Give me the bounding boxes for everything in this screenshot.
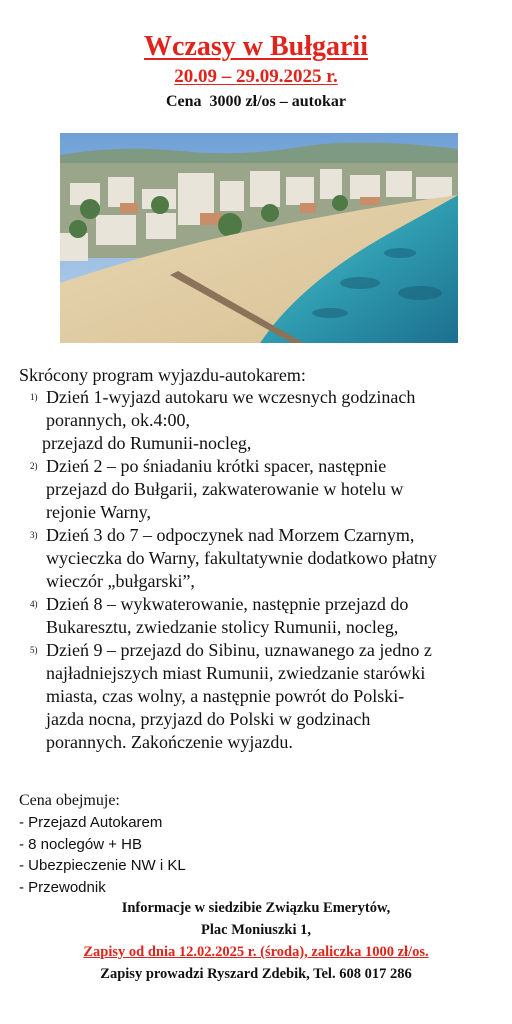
- trip-dates: 20.09 – 29.09.2025 r.: [174, 66, 338, 87]
- program-item-day-1: [30, 386, 500, 455]
- item-number: 2): [30, 461, 38, 471]
- program-list: [30, 386, 500, 754]
- program-item-day-2: [30, 455, 500, 524]
- item-line: Dzień 8 – wykwaterowanie, następnie przejazd do: [46, 594, 409, 614]
- item-line: przejazd do Bułgarii, zakwaterowanie w hotelu w: [46, 479, 404, 499]
- includes-heading: Cena obejmuje:: [19, 792, 120, 809]
- item-line: Bukaresztu, zwiedzanie stolicy Rumunii, nocleg,: [46, 617, 399, 637]
- item-line: Dzień 9 – przejazd do Sibinu, uznawanego za jedno z: [46, 640, 432, 660]
- program-item-day-9: [30, 639, 500, 754]
- item-number: 5): [30, 645, 38, 655]
- item-number: 1): [30, 392, 38, 402]
- item-line: porannych. Zakończenie wyjazdu.: [46, 732, 293, 752]
- program-heading: Skrócony program wyjazdu-autokarem:: [19, 365, 306, 385]
- program-item-day-8: [30, 593, 500, 639]
- includes-item: - 8 noclegów + HB: [19, 835, 142, 853]
- item-line: wieczór „bułgarski”,: [46, 571, 195, 591]
- beach-resort-photo: [60, 133, 458, 343]
- trip-price: Cena 3000 zł/os – autokar: [166, 93, 346, 110]
- includes-item: - Przewodnik: [19, 878, 106, 896]
- item-number: 3): [30, 530, 38, 540]
- includes-item: - Przejazd Autokarem: [19, 814, 163, 831]
- page-title: Wczasy w Bułgarii: [144, 31, 368, 62]
- item-line: najładniejszych miast Rumunii, zwiedzanie starówki: [46, 663, 426, 683]
- item-line: porannych, ok.4:00,: [46, 410, 190, 430]
- item-line: jazda nocna, przyjazd do Polski w godzinach: [46, 709, 371, 729]
- item-number: 4): [30, 599, 38, 609]
- item-line: rejonie Warny,: [46, 502, 152, 522]
- footer-registration-notice: Zapisy od dnia 12.02.2025 r. (środa), zaliczka 1000 zł/os.: [83, 944, 429, 960]
- item-line: wycieczka do Warny, fakultatywnie dodatkowo płatny: [46, 548, 437, 568]
- footer-address: Plac Moniuszki 1,: [201, 922, 311, 938]
- item-line: Dzień 2 – po śniadaniu krótki spacer, następnie: [46, 456, 387, 476]
- item-line: miasta, czas wolny, a następnie powrót do Polski-: [46, 686, 405, 706]
- includes-list: [19, 812, 186, 898]
- footer-contact: Zapisy prowadzi Ryszard Zdebik, Tel. 608 017 286: [100, 966, 412, 982]
- includes-item: - Ubezpieczenie NW i KL: [19, 857, 186, 874]
- item-line: przejazd do Rumunii-nocleg,: [42, 433, 252, 453]
- program-item-day-3-7: [30, 524, 500, 593]
- item-line: Dzień 1-wyjazd autokaru we wczesnych godzinach: [46, 387, 416, 407]
- footer-info-location: Informacje w siedzibie Związku Emerytów,: [121, 900, 391, 916]
- item-line: Dzień 3 do 7 – odpoczynek nad Morzem Czarnym,: [46, 525, 415, 545]
